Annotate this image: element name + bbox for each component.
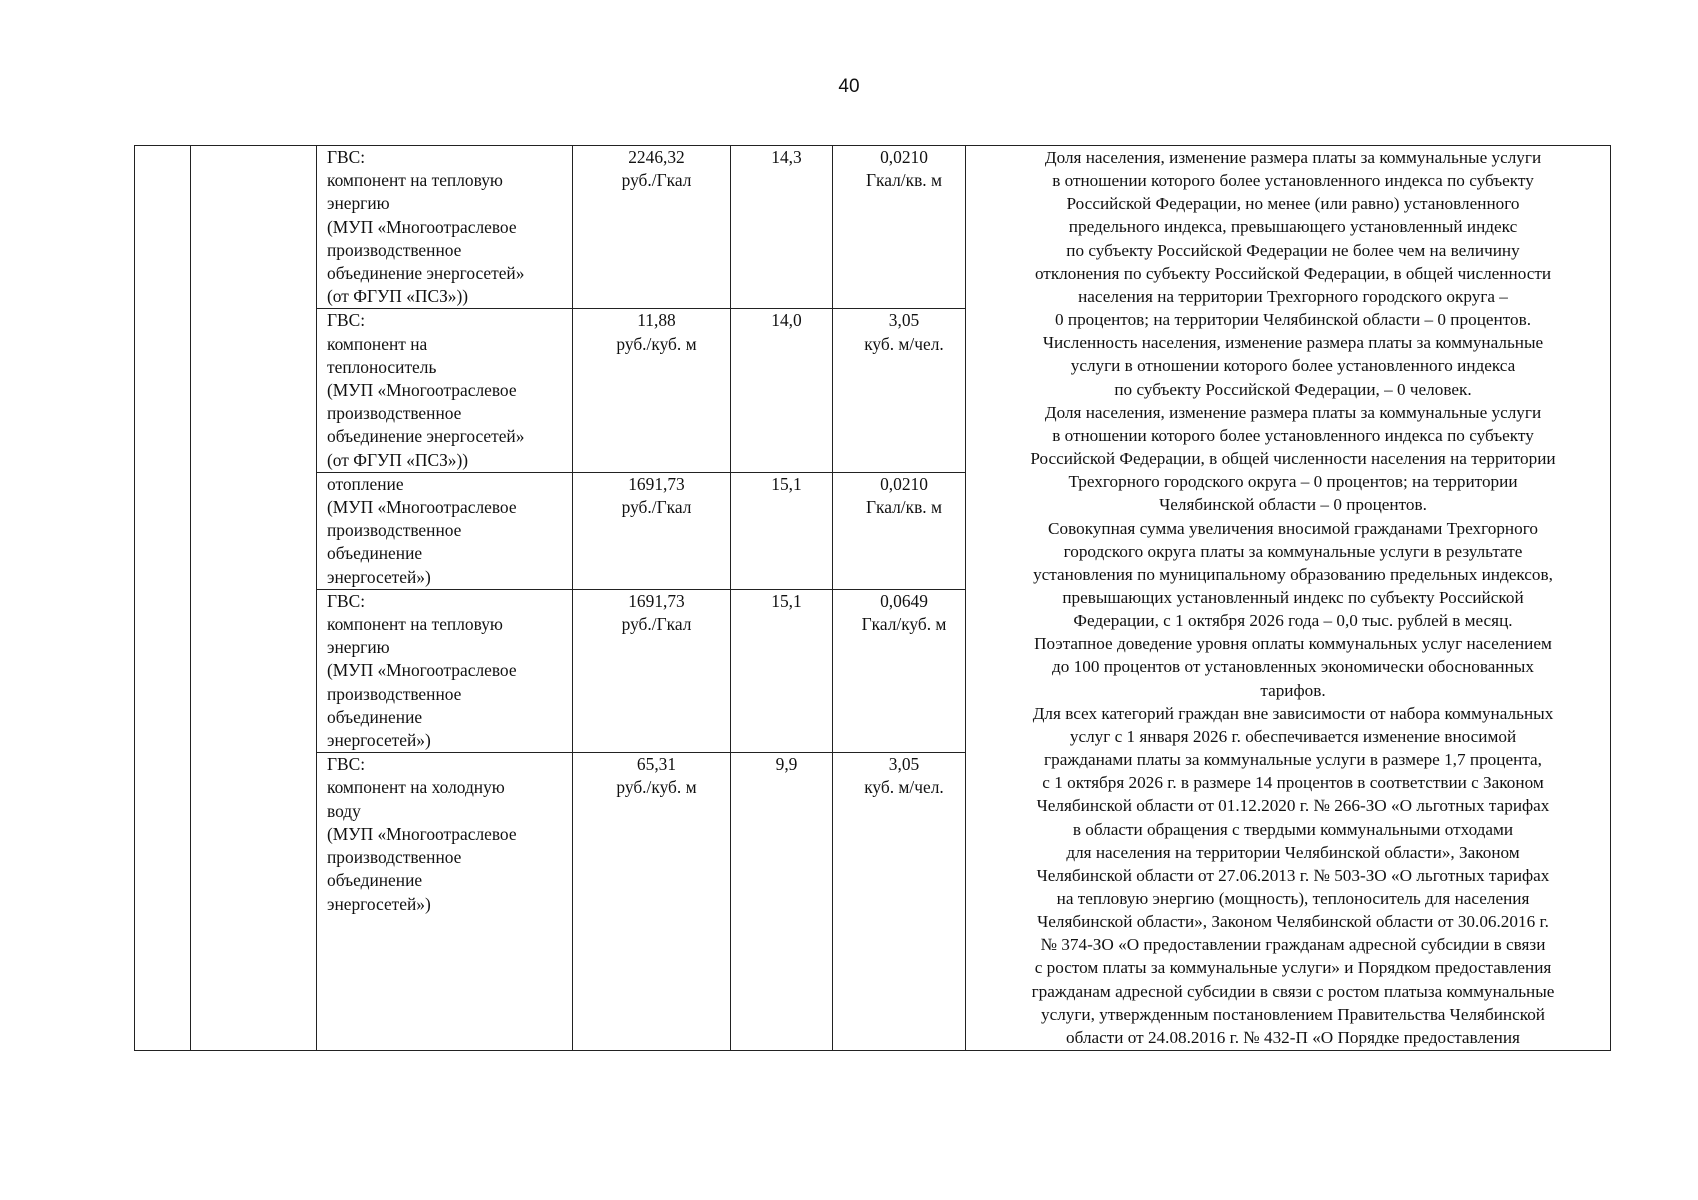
- tariff-unit: руб./куб. м: [616, 333, 697, 354]
- norm-value: 0,0210: [880, 147, 928, 167]
- tariff-value: 2246,32: [628, 147, 685, 167]
- tariff-unit: руб./куб. м: [616, 777, 697, 798]
- tariff-cell: [573, 753, 731, 1051]
- norm-value: 0,0210: [880, 473, 928, 494]
- service-name-cell: отопление (МУП «Многоотраслевое производственное объединение энергосетей»): [317, 472, 573, 589]
- tariff-value: 1691,73: [628, 590, 685, 611]
- description-cell: Доля населения, изменение размера платы за коммунальные услуги в отношении которого более установленного индекса по субъекту Российской Федерации, но менее (или равно) установленного предельного индекса, превышающего установленный индекс по субъекту Российской Федерации не более чем на величину отклонения по субъекту Российской Федерации, в общей численности населения на территории Трехгорного городского округа – 0 процентов; на территории Челябинской области – 0 процентов. Численность населения, изменение размера платы за коммунальные услуги в отношении которого более установленного индекса по субъекту Российской Федерации, – 0 человек. Доля населения, изменение размера платы за коммунальные услуги в отношении которого более установленного индекса по субъекту Российской Федерации, в общей численности населения на территории Трехгорного городского округа – 0 процентов; на территории Челябинской области – 0 процентов. Совокупная сумма увеличения вносимой гражданами Трехгорного городского округа платы за коммунальные услуги в результате установления по муниципальному образованию предельных индексов, превышающих установленный индекс по субъекту Российской Федерации, с 1 октября 2026 года – 0,0 тыс. рублей в месяц. Поэтапное доведение уровня оплаты коммунальных услуг населением до 100 процентов от установленных экономически обоснованных тарифов. Для всех категорий граждан вне зависимости от набора коммунальных услуг с 1 января 2026 г. обеспечивается изменение вносимой гражданами платы за коммунальные услуги в размере 1,7 процента, с 1 октября 2026 г. в размере 14 процентов в соответствии с Законом Челябинской области от 01.12.2020 г. № 266-ЗО «О льготных тарифах в области обращения с твердыми коммунальными отходами для населения на территории Челябинской области», Законом Челябинской области от 27.06.2013 г. № 503-ЗО «О льготных тарифах на тепловую энергию (мощность), теплоноситель для населения Челябинской области», Законом Челябинской области от 30.06.2016 г. № 374-ЗО «О предоставлении гражданам адресной субсидии в связи с ростом платы за коммунальные услуги» и Порядком предоставления гражданам адресной субсидии в связи с ростом платыза коммунальные услуги, утвержденным постановлением Правительства Челябинской области от 24.08.2016 г. № 432-П «О Порядке предоставления: [966, 146, 1611, 1051]
- tariff-unit: руб./Гкал: [621, 170, 692, 191]
- norm-unit: куб. м/чел.: [864, 333, 944, 354]
- tariff-table: [134, 145, 1611, 1051]
- norm-unit: Гкал/кв. м: [866, 497, 942, 518]
- norm-unit: куб. м/чел.: [864, 777, 944, 798]
- index-cell: 15,1: [731, 472, 833, 589]
- index-cell: 14,3: [731, 146, 833, 309]
- tariff-cell: [573, 146, 731, 309]
- norm-cell: [833, 589, 966, 752]
- tariff-value: 65,31: [636, 754, 677, 775]
- service-name-cell: ГВС: компонент на тепловую энергию (МУП «Многоотраслевое производственное объединение энергосетей»): [317, 589, 573, 752]
- index-cell: 14,0: [731, 309, 833, 472]
- service-name-cell: ГВС: компонент на холодную воду (МУП «Многоотраслевое производственное объединение энергосетей»): [317, 753, 573, 1051]
- service-name-cell: ГВС: компонент на теплоноситель (МУП «Многоотраслевое производственное объединение энергосетей» (от ФГУП «ПСЗ»)): [317, 309, 573, 472]
- norm-value: 0,0649: [880, 590, 928, 611]
- tariff-value: 1691,73: [628, 473, 685, 494]
- page-number: 40: [838, 76, 860, 97]
- tariff-cell: [573, 589, 731, 752]
- empty-column-1: [135, 146, 191, 1051]
- empty-column-2: [191, 146, 317, 1051]
- norm-cell: [833, 472, 966, 589]
- service-name-cell: ГВС: компонент на тепловую энергию (МУП «Многоотраслевое производственное объединение энергосетей» (от ФГУП «ПСЗ»)): [317, 146, 573, 309]
- tariff-value: 11,88: [637, 310, 676, 331]
- norm-cell: [833, 753, 966, 1051]
- index-cell: 15,1: [731, 589, 833, 752]
- norm-value: 3,05: [888, 310, 920, 331]
- norm-cell: [833, 309, 966, 472]
- tariff-cell: [573, 309, 731, 472]
- norm-value: 3,05: [888, 754, 920, 775]
- norm-unit: Гкал/кв. м: [866, 170, 942, 191]
- tariff-cell: [573, 472, 731, 589]
- tariff-unit: руб./Гкал: [621, 497, 692, 518]
- tariff-unit: руб./Гкал: [621, 614, 692, 635]
- index-cell: 9,9: [731, 753, 833, 1051]
- norm-unit: Гкал/куб. м: [861, 614, 947, 635]
- table-row: [135, 146, 1611, 309]
- norm-cell: [833, 146, 966, 309]
